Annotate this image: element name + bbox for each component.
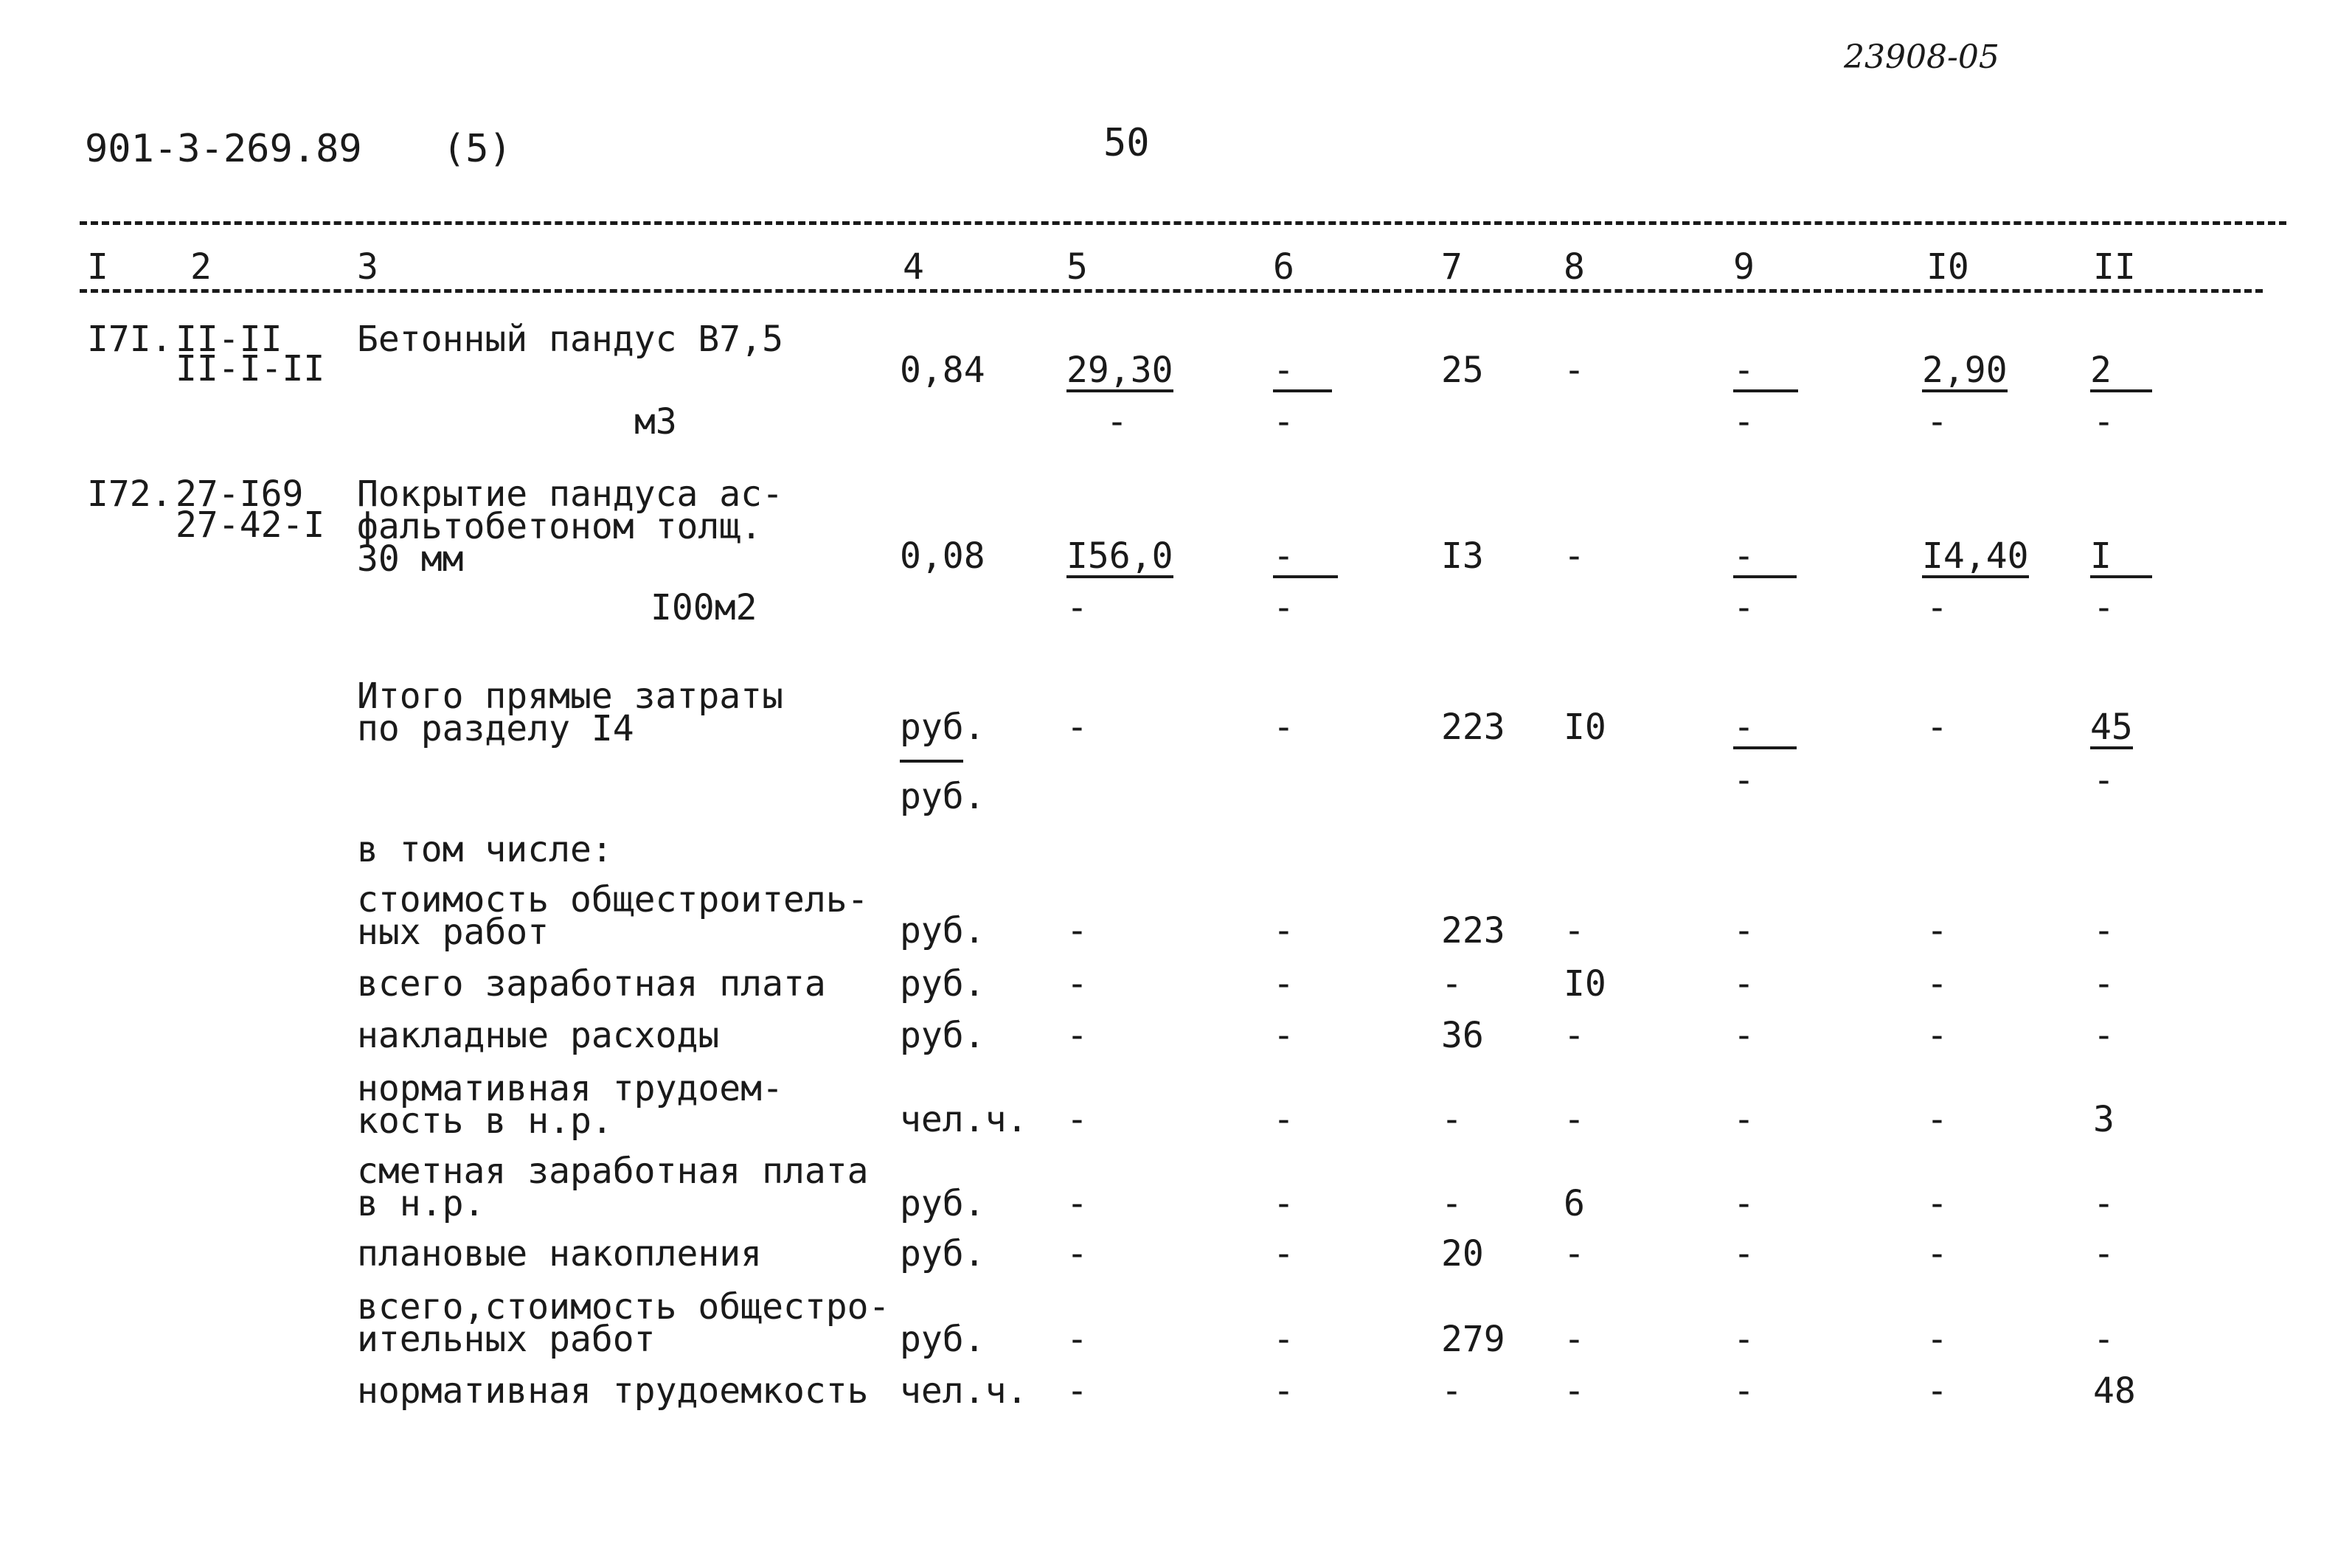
col-8-value: - (1564, 910, 1585, 951)
document-code: 901-3-269.89 (85, 127, 362, 171)
col-6-value: - (1273, 707, 1294, 748)
including-label: в том числе: (357, 829, 613, 870)
col-9-value: - (1733, 1099, 1755, 1140)
col-5-value: - (1066, 1319, 1088, 1360)
col-9-value: - (1733, 1319, 1755, 1360)
col-8-value: - (1564, 1370, 1585, 1412)
col-8-value: - (1564, 350, 1585, 391)
col-7-value: - (1441, 1183, 1463, 1224)
row-description-line-1: сметная заработная плата (357, 1151, 869, 1192)
col-7-value: 25 (1441, 350, 1484, 391)
col-5-value: - (1066, 1099, 1088, 1140)
col-header-10: I0 (1926, 246, 1969, 288)
work-description: Бетонный пандус В7,5 (357, 319, 783, 360)
unit-of-measure: I00м2 (651, 587, 757, 628)
col-8-value: 6 (1564, 1183, 1585, 1224)
col-5-value: - (1066, 1233, 1088, 1274)
quantity: 0,08 (900, 535, 985, 577)
unit-of-measure: руб. (900, 1183, 985, 1224)
row-description-line-1: всего,стоимость общестро- (357, 1286, 890, 1328)
col-9-value: - (1733, 710, 1797, 749)
col-9-value: - (1733, 1233, 1755, 1274)
col-6-subvalue: - (1273, 401, 1294, 443)
col-10-value: - (1926, 1015, 1948, 1056)
col-6-value: - (1273, 1319, 1294, 1360)
unit-of-measure: чел.ч. (900, 1099, 1028, 1140)
col-9-value: - (1733, 1183, 1755, 1224)
col-header-8: 8 (1564, 246, 1585, 288)
row-description-line-2: ных работ (357, 912, 549, 953)
col-8-value: I0 (1564, 707, 1606, 748)
unit-of-measure: руб. (900, 910, 985, 951)
col-10-value: - (1926, 1370, 1948, 1412)
unit-cost: 29,30 (1066, 350, 1173, 391)
col-11-value: 45 (2090, 707, 2133, 748)
col-7-value: - (1441, 1099, 1463, 1140)
document-section: (5) (443, 127, 512, 171)
col-5-subvalue: - (1066, 587, 1088, 628)
col-5-value: - (1066, 1183, 1088, 1224)
col-10-value: - (1926, 1183, 1948, 1224)
col-10-value: - (1926, 1319, 1948, 1360)
row-description-line-2: в н.р. (357, 1183, 485, 1224)
col-6-value: - (1273, 1370, 1294, 1412)
unit-of-measure: руб. (900, 1233, 985, 1274)
col-11-subvalue: - (2093, 401, 2115, 443)
col-9-value: - (1733, 538, 1797, 578)
col-11-subvalue: - (2093, 587, 2115, 628)
col-11-value: - (2093, 1015, 2115, 1056)
col-header-9: 9 (1733, 246, 1755, 288)
col-header-11: II (2093, 246, 2136, 288)
row-number: I72. (87, 473, 173, 515)
col-9-subvalue: - (1733, 760, 1755, 801)
row-description: плановые накопления (357, 1233, 763, 1274)
col-11-value: 48 (2093, 1370, 2136, 1412)
col-7-value: 279 (1441, 1319, 1505, 1360)
col-11-value: 2 (2090, 353, 2152, 392)
col-header-7: 7 (1441, 246, 1463, 288)
col-5-subvalue: - (1106, 401, 1128, 443)
col-7-value: 20 (1441, 1233, 1484, 1274)
col-header-1: I (87, 246, 108, 288)
col-6-value: - (1273, 1183, 1294, 1224)
col-5-value: - (1066, 1370, 1088, 1412)
col-5-value: - (1066, 910, 1088, 951)
col-10-value: - (1926, 707, 1948, 748)
col-9-value: - (1733, 1015, 1755, 1056)
col-11-value: - (2093, 910, 2115, 951)
row-description: нормативная трудоемкость (357, 1370, 869, 1412)
unit-cost: I56,0 (1066, 535, 1173, 577)
col-7-value: 36 (1441, 1015, 1484, 1056)
col-6-value: - (1273, 538, 1338, 578)
col-9-value: - (1733, 1370, 1755, 1412)
unit-of-measure: руб. (900, 963, 985, 1005)
col-9-value: - (1733, 910, 1755, 951)
col-6-value: - (1273, 353, 1332, 392)
col-10-value: - (1926, 910, 1948, 951)
col-8-value: - (1564, 1233, 1585, 1274)
col-10-value: - (1926, 1233, 1948, 1274)
col-10-value: - (1926, 963, 1948, 1005)
col-header-3: 3 (357, 246, 378, 288)
col-header-6: 6 (1273, 246, 1294, 288)
unit-of-measure: руб. (900, 1015, 985, 1056)
col-10-value: 2,90 (1922, 350, 2008, 391)
col-6-value: - (1273, 1233, 1294, 1274)
header-bottom-rule (80, 289, 2263, 293)
col-11-value: - (2093, 1233, 2115, 1274)
col-10-value: I4,40 (1922, 535, 2029, 577)
row-description-line-1: нормативная трудоем- (357, 1068, 783, 1109)
col-8-value: - (1564, 1319, 1585, 1360)
col-7-value: - (1441, 963, 1463, 1005)
col-5-value: - (1066, 1015, 1088, 1056)
col-7-value: 223 (1441, 910, 1505, 951)
quantity: 0,84 (900, 350, 985, 391)
col-6-subvalue: - (1273, 587, 1294, 628)
col-6-value: - (1273, 963, 1294, 1005)
col-7-value: - (1441, 1370, 1463, 1412)
col-9-value: - (1733, 353, 1798, 392)
norm-code: 27-I69 (176, 473, 304, 515)
unit-of-measure: руб. (900, 1319, 985, 1360)
norm-code-secondary: 27-42-I (176, 504, 325, 546)
col-11-value: - (2093, 963, 2115, 1005)
col-9-subvalue: - (1733, 587, 1755, 628)
unit-of-measure-secondary: руб. (900, 776, 985, 817)
col-9-value: - (1733, 963, 1755, 1005)
header-top-rule (80, 221, 2286, 225)
total-description-line-2: по разделу I4 (357, 708, 634, 749)
col-10-subvalue: - (1926, 401, 1948, 443)
col-7-value: 223 (1441, 707, 1505, 748)
col-5-value: - (1066, 707, 1088, 748)
page-number: 50 (1103, 121, 1150, 165)
unit-fraction-bar (900, 760, 963, 763)
col-11-value: - (2093, 1319, 2115, 1360)
col-8-value: - (1564, 1099, 1585, 1140)
unit-of-measure: м3 (634, 401, 677, 443)
norm-code: II-II (176, 319, 282, 360)
col-11-value: 3 (2093, 1099, 2115, 1140)
total-description-line-1: Итого прямые затраты (357, 676, 783, 717)
col-8-value: - (1564, 535, 1585, 577)
col-6-value: - (1273, 1015, 1294, 1056)
norm-code-secondary: II-I-II (176, 348, 325, 389)
row-number: I7I. (87, 319, 173, 360)
unit-of-measure: чел.ч. (900, 1370, 1028, 1412)
row-description: всего заработная плата (357, 963, 826, 1005)
col-10-subvalue: - (1926, 587, 1948, 628)
row-description-line-2: ительных работ (357, 1319, 656, 1360)
unit-of-measure: руб. (900, 707, 985, 748)
row-description-line-2: кость в н.р. (357, 1100, 613, 1142)
col-6-value: - (1273, 910, 1294, 951)
col-11-value: - (2093, 1183, 2115, 1224)
col-11-subvalue: - (2093, 760, 2115, 801)
col-5-value: - (1066, 963, 1088, 1005)
col-header-2: 2 (190, 246, 212, 288)
handwritten-reference: 23908-05 (1844, 38, 1999, 76)
col-8-value: - (1564, 1015, 1585, 1056)
work-description-line-1: Покрытие пандуса ас- (357, 473, 783, 515)
col-10-value: - (1926, 1099, 1948, 1140)
col-11-value: I (2090, 538, 2152, 578)
row-description-line-1: стоимость общестроитель- (357, 879, 869, 920)
work-description-line-3: 30 мм (357, 538, 464, 580)
work-description-line-2: фальтобетоном толщ. (357, 506, 763, 547)
col-8-value: I0 (1564, 963, 1606, 1005)
col-9-subvalue: - (1733, 401, 1755, 443)
col-7-value: I3 (1441, 535, 1484, 577)
col-header-4: 4 (903, 246, 924, 288)
col-header-5: 5 (1066, 246, 1088, 288)
row-description: накладные расходы (357, 1015, 720, 1056)
col-6-value: - (1273, 1099, 1294, 1140)
